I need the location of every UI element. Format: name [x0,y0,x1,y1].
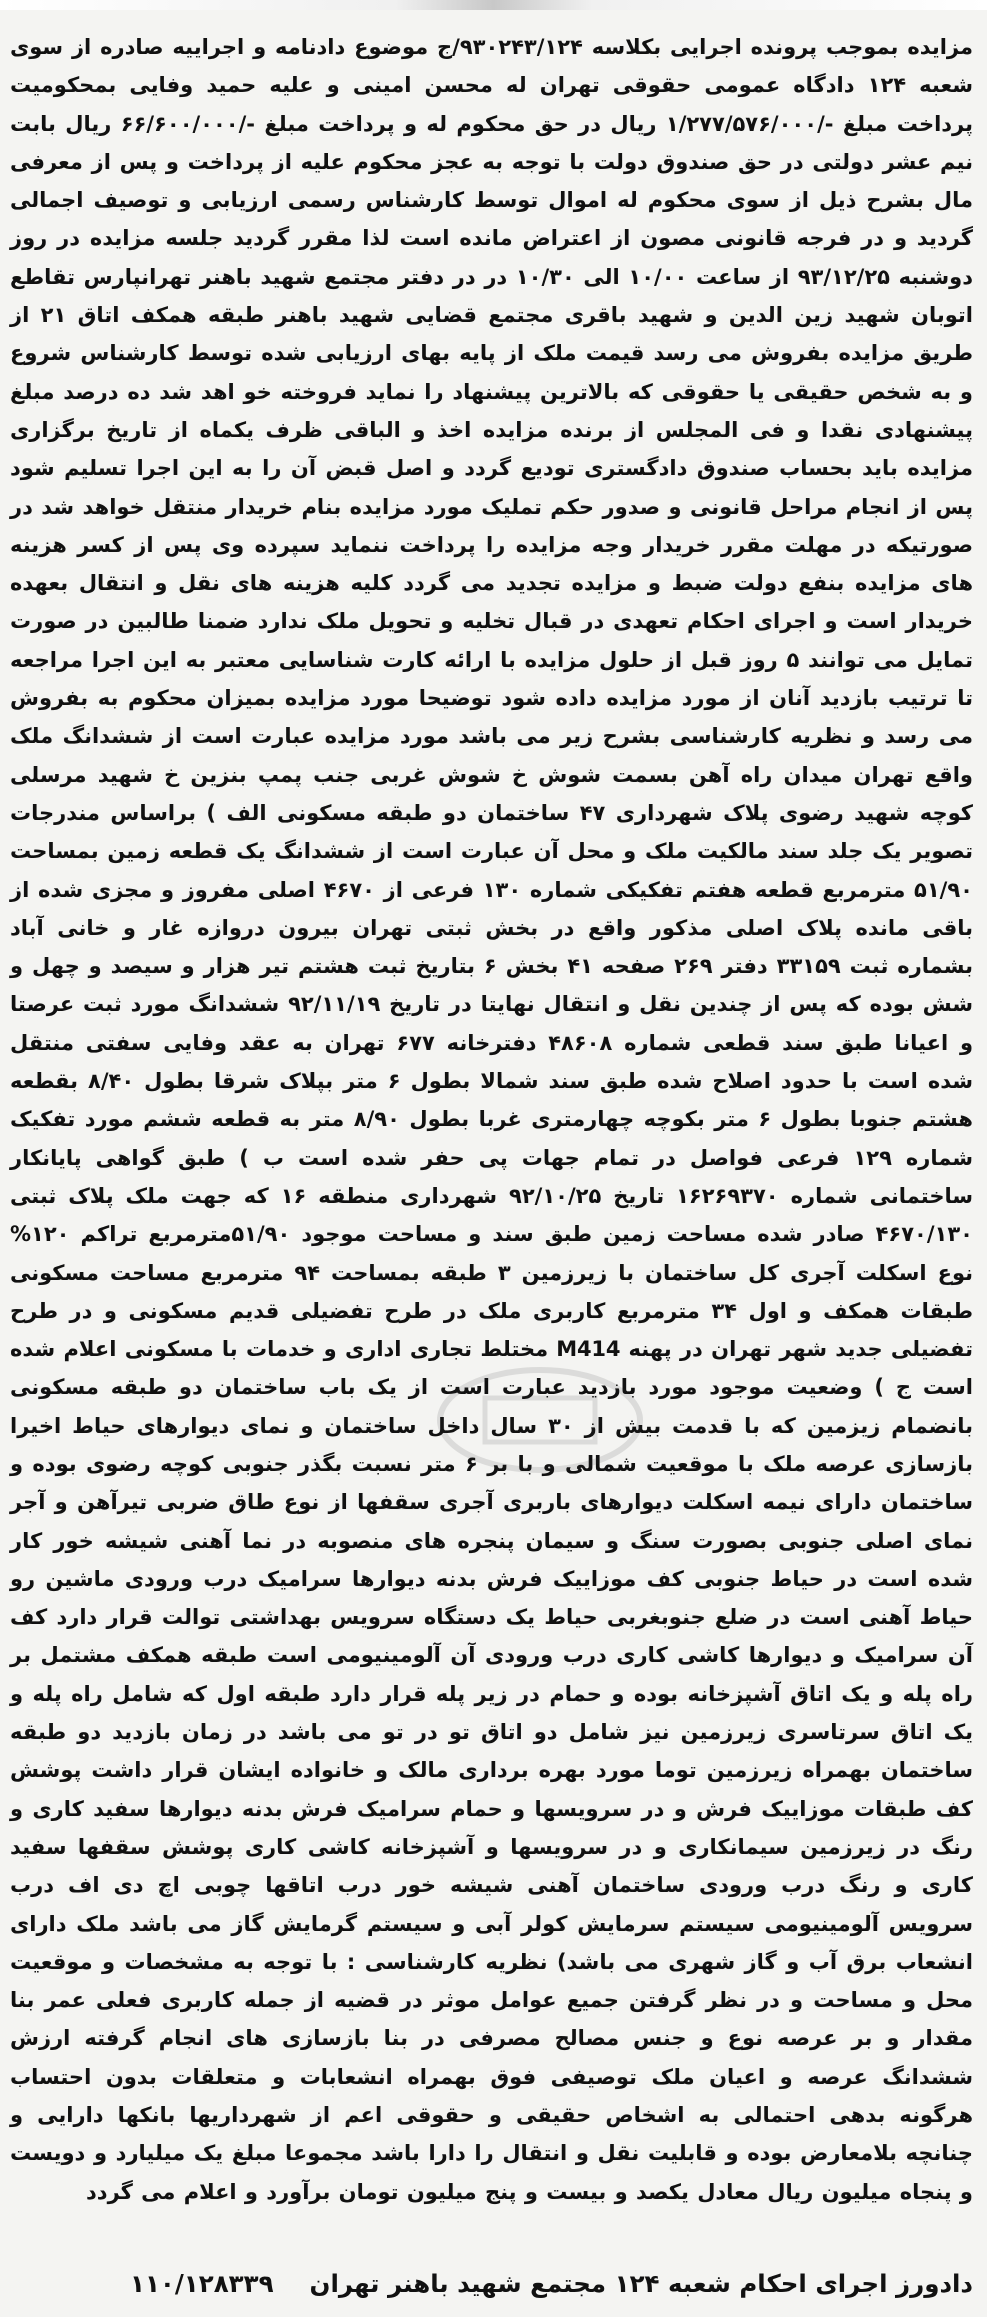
notice-body [10,28,973,2211]
clipping-top-edge [0,0,987,10]
notice-footer [10,2262,973,2306]
notice-body-paragraph: مزایده بموجب پرونده اجرایی بکلاسه ۹۳۰۲۴۳/۱۲۴/ج موضوع دادنامه و اجراییه صادره از سوی شعبه ۱۲۴ دادگاه عمومی حقوقی تهران له محسن امینی و علیه حمید وفایی بمحکومیت پرداخت مبلغ -/۱/۲۷۷/۵۷۶/۰۰۰ ریال در حق محکوم له و پرداخت مبلغ -/۶۶/۶۰۰/۰۰۰ ریال بابت نیم عشر دولتی در حق صندوق دولت با توجه به عجز محکوم علیه از پرداخت و پس از معرفی مال بشرح ذیل از سوی محکوم له اموال توسط کارشناس رسمی ارزیابی و توصیف اجمالی گردید و در فرجه قانونی مصون از اعتراض مانده است لذا مقرر گردید جلسه مزایده در روز دوشنبه ۹۳/۱۲/۲۵ از ساعت ۱۰/۰۰ الی ۱۰/۳۰ در در دفتر مجتمع شهید باهنر تهرانپارس تقاطع اتوبان شهید زین الدین و شهید باقری مجتمع قضایی شهید باهنر طبقه همکف اتاق ۲۱ از طریق مزایده بفروش می رسد قیمت ملک از پایه بهای ارزیابی شده توسط کارشناس شروع و به شخص حقیقی یا حقوقی که بالاترین پیشنهاد را نماید فروخته خو اهد شد ده درصد مبلغ پیشنهادی نقدا و فی المجلس از برنده مزایده اخذ و الباقی ظرف یکماه از تاریخ برگزاری مزایده باید بحساب صندوق دادگستری تودیع گردد و اصل قبض آن را به این اجرا تسلیم شود پس از انجام مراحل قانونی و صدور حکم تملیک مورد مزایده بنام خریدار منتقل خواهد شد در صورتیکه در مهلت مقرر خریدار وجه مزایده را پرداخت ننماید سپرده وی پس از کسر هزینه های مزایده بنفع دولت ضبط و مزایده تجدید می گردد کلیه هزینه های نقل و انتقال بعهده خریدار است و اجرای احکام تعهدی در قبال تخلیه و تحویل ملک ندارد ضمنا طالبین در صورت تمایل می توانند ۵ روز قبل از حلول مزایده با ارائه کارت شناسایی معتبر به این اجرا مراجعه تا ترتیب بازدید آنان از مورد مزایده داده شود توضیحا مورد مزایده بمیزان محکوم به بفروش می رسد و نظریه کارشناسی بشرح زیر می باشد مورد مزایده عبارت است از ششدانگ ملک واقع تهران میدان راه آهن بسمت شوش خ شوش غربی جنب پمپ بنزین خ شهید مرسلی کوچه شهید رضوی پلاک شهرداری ۴۷ ساختمان دو طبقه مسکونی الف ) براساس مندرجات تصویر یک جلد سند مالکیت ملک و محل آن عبارت است از ششدانگ یک قطعه زمین بمساحت ۵۱/۹۰ مترمربع قطعه هفتم تفکیکی شماره ۱۳۰ فرعی از ۴۶۷۰ اصلی مفروز و مجزی شده از باقی مانده پلاک اصلی مذکور واقع در بخش ثبتی تهران بیرون دروازه غار و خانی آباد بشماره ثبت ۳۳۱۵۹ دفتر ۲۶۹ صفحه ۴۱ بخش ۶ بتاریخ ثبت هشتم تیر هزار و سیصد و چهل و شش بوده که پس از چندین نقل و انتقال نهایتا در تاریخ ۹۲/۱۱/۱۹ ششدانگ مورد ثبت عرصتا و اعیانا طبق سند قطعی شماره ۴۸۶۰۸ دفترخانه ۶۷۷ تهران به عقد وفایی سفتی منتقل شده است با حدود اصلاح شده طبق سند شمالا بطول ۶ متر بپلاک شرقا بطول ۸/۴۰ بقطعه هشتم جنوبا بطول ۶ متر بکوچه چهارمتری غربا بطول ۸/۹۰ متر به قطعه ششم مورد تفکیک شماره ۱۲۹ فرعی فواصل در تمام جهات پی حفر شده است ب ) طبق گواهی پایانکار ساختمانی شماره ۱۶۲۶۹۳۷۰ تاریخ ۹۲/۱۰/۲۵ شهرداری منطقه ۱۶ که جهت ملک پلاک ثبتی ۴۶۷۰/۱۳۰ صادر شده مساحت زمین طبق سند و مساحت موجود ۵۱/۹۰مترمربع تراکم ۱۲۰% نوع اسکلت آجری کل ساختمان با زیرزمین ۳ طبقه بمساحت ۹۴ مترمربع مساحت مسکونی طبقات همکف و اول ۳۴ مترمربع کاربری ملک در طرح تفضیلی قدیم مسکونی و در طرح تفضیلی جدید شهر تهران در پهنه M414 مختلط تجاری اداری و خدمات با مسکونی اعلام شده است ج ) وضعیت موجود مورد بازدید عبارت است از یک باب ساختمان دو طبقه مسکونی بانضمام زیزمین که با قدمت بیش از ۳۰ سال داخل ساختمان و نمای دیوارهای حیاط اخیرا بازسازی عرصه ملک با موقعیت شمالی و با بر ۶ متر نسبت بگذر جنوبی کوچه رضوی بوده و ساختمان دارای نیمه اسکلت دیوارهای باربری آجری سقفها از نوع طاق ضربی تیرآهن و آجر نمای اصلی جنوبی بصورت سنگ و سیمان پنجره های منصوبه در نما آهنی شیشه خور کار شده است در حیاط جنوبی کف موزاییک فرش بدنه دیوارها سرامیک درب ورودی ماشین رو حیاط آهنی است در ضلع جنوبغربی حیاط یک دستگاه سرویس بهداشتی توالت قرار دارد کف آن سرامیک و دیوارها کاشی کاری درب ورودی آن آلومینیومی است طبقه همکف مشتمل بر راه پله و یک اتاق آشپزخانه بوده و حمام در زیر پله قرار دارد طبقه اول که شامل راه پله و یک اتاق سرتاسری زیرزمین نیز شامل دو اتاق تو در تو می باشد در زمان بازدید دو طبقه ساختمان بهمراه زیرزمین توما مورد بهره برداری مالک و خانواده ایشان قرار داشت پوشش کف طبقات موزاییک فرش و در سرویسها و حمام سرامیک فرش بدنه دیوارها سفید کاری و رنگ در زیرزمین سیمانکاری و در سرویسها و آشپزخانه کاشی کاری پوشش سقفها سفید کاری و رنگ درب ورودی ساختمان آهنی شیشه خور درب اتاقها چوبی اچ دی اف درب سرویس آلومینیومی سیستم سرمایش کولر آبی و سیستم گرمایش گاز می باشد ملک دارای انشعاب برق آب و گاز شهری می باشد) نظریه کارشناسی : با توجه به مشخصات و موقعیت محل و مساحت و در نظر گرفتن جمیع عوامل موثر در قضیه از جمله کاربری فعلی عمر بنا مقدار و بر عرصه نوع و جنس مصالح مصرفی در بنا بازسازی های انجام گرفته ارزش ششدانگ عرصه و اعیان ملک توصیفی فوق بهمراه انشعابات و متعلقات بدون احتساب هرگونه بدهی احتمالی به اشخاص حقیقی و حقوقی اعم از شهرداریها بانکها دارایی و چنانچه بلامعارض بوده و قابلیت نقل و انتقال را دارا باشد مجموعا مبلغ یک میلیارد و دویست و پنجاه میلیون ریال معادل یکصد و بیست و پنج میلیون تومان برآورد و اعلام می گردد [10,35,974,2204]
footer-agency-signature: دادورز اجرای احکام شعبه ۱۲۴ مجتمع شهید باهنر تهران [309,2269,973,2298]
footer-reference-code: ۱۱۰/۱۲۸۳۳۹ [130,2269,274,2298]
